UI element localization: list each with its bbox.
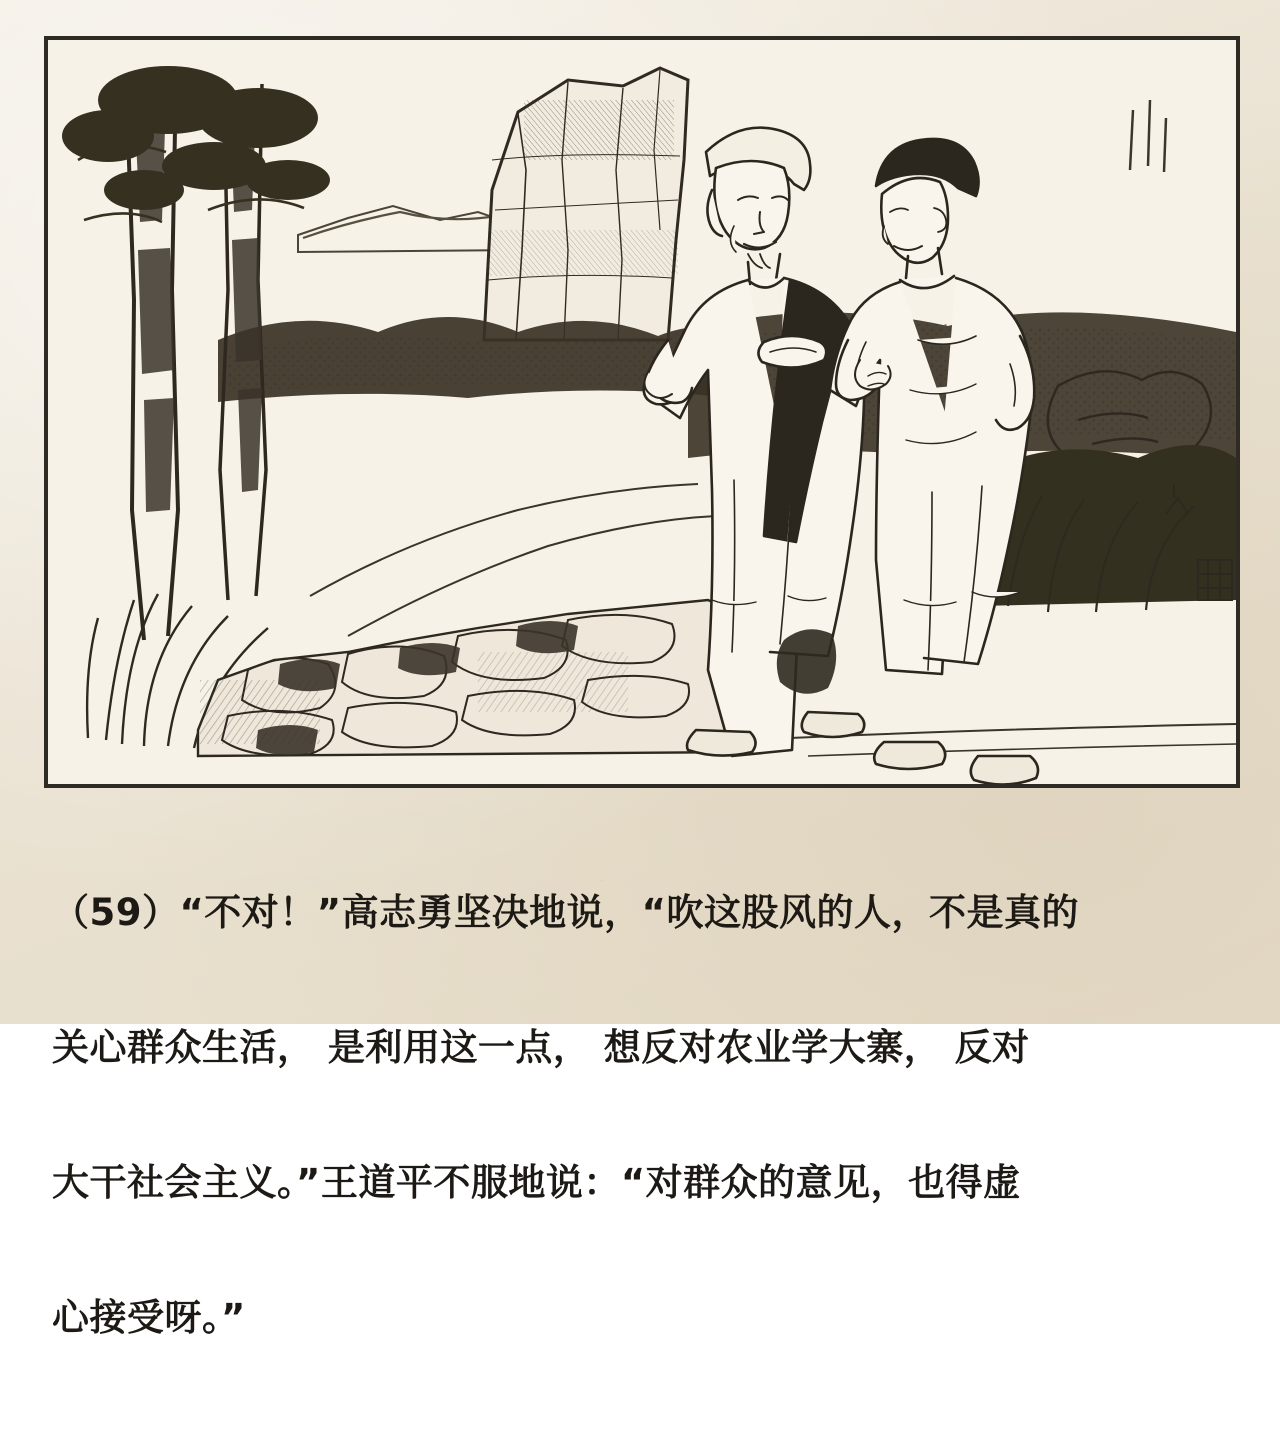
illustration-drawing [48,40,1236,784]
caption-text [52,800,1242,1430]
caption-line-4: 心接受呀。” [52,1296,246,1339]
caption-line-1: （59）“不对！”高志勇坚决地说，“吹这股风的人，不是真的 [52,891,1079,934]
caption-line-2: 关心群众生活， 是利用这一点， 想反对农业学大寨， 反对 [52,1026,1030,1069]
caption-line-3: 大干社会主义。”王道平不服地说：“对群众的意见，也得虚 [52,1161,1021,1204]
illustration-panel [44,36,1240,788]
